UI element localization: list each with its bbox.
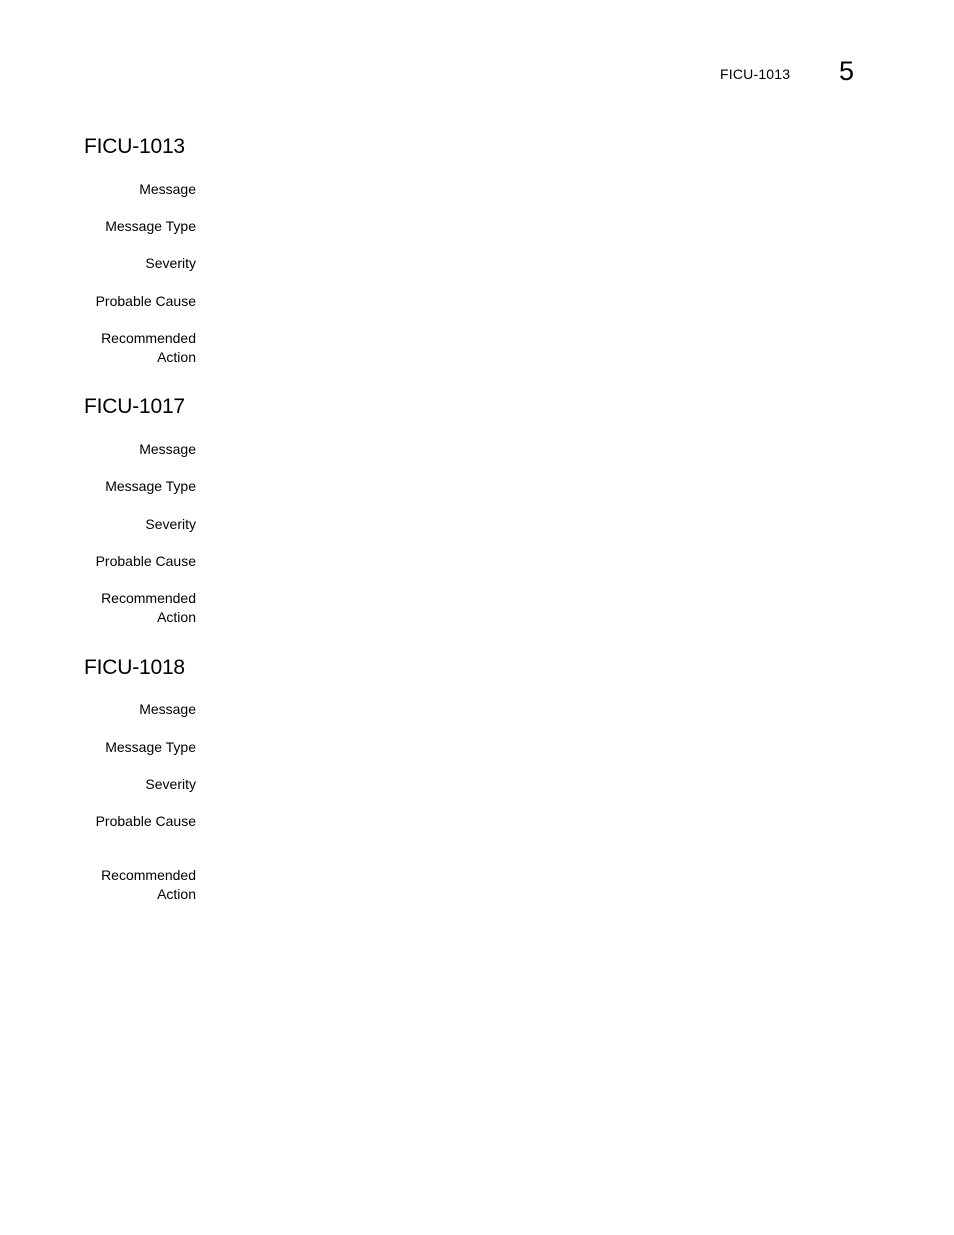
section-title-ficu-1018: FICU-1018: [84, 656, 185, 679]
label-recommended-line1: Recommended: [101, 867, 196, 883]
label-recommended-line1: Recommended: [101, 330, 196, 346]
label-recommended-action: [101, 589, 196, 627]
label-recommended-line2: Action: [157, 609, 196, 625]
label-message: Message: [139, 441, 196, 457]
running-header: [640, 57, 870, 91]
label-message: Message: [139, 181, 196, 197]
label-probable-cause: Probable Cause: [95, 553, 196, 569]
label-severity: Severity: [145, 776, 196, 792]
label-probable-cause: Probable Cause: [95, 293, 196, 309]
label-message-type: Message Type: [105, 478, 196, 494]
label-recommended-action: [101, 866, 196, 904]
label-message-type: Message Type: [105, 739, 196, 755]
section-title-ficu-1017: FICU-1017: [84, 395, 185, 418]
label-message: Message: [139, 701, 196, 717]
label-probable-cause: Probable Cause: [95, 813, 196, 829]
label-recommended-line1: Recommended: [101, 590, 196, 606]
chapter-number: 5: [839, 56, 855, 86]
label-message-type: Message Type: [105, 218, 196, 234]
section-title-ficu-1013: FICU-1013: [84, 135, 185, 158]
label-severity: Severity: [145, 516, 196, 532]
label-recommended-action: [101, 329, 196, 367]
label-recommended-line2: Action: [157, 886, 196, 902]
label-severity: Severity: [145, 255, 196, 271]
label-recommended-line2: Action: [157, 349, 196, 365]
running-title: FICU-1013: [720, 66, 791, 82]
